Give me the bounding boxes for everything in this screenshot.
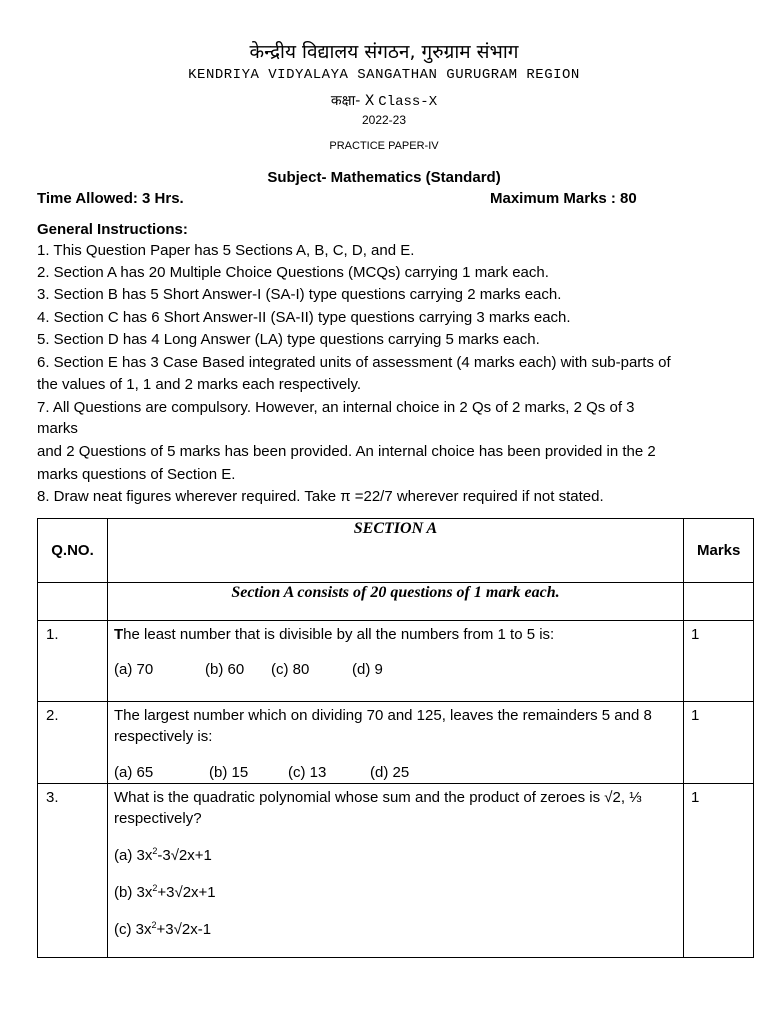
question-text: [114, 624, 683, 645]
instruction-line: the values of 1, 1 and 2 marks each respectively.: [37, 376, 362, 393]
instruction-line: 6. Section E has 3 Case Based integrated units of assessment (4 marks each) with sub-parts of: [37, 354, 671, 371]
option-part: +3√2x-1: [156, 921, 212, 938]
table-row: [38, 621, 754, 702]
question-text: What is the quadratic polynomial whose sum and the product of zeroes is √2, ⅓ respectively?: [114, 789, 642, 827]
option-part: (a) 3x: [114, 847, 153, 864]
instruction-line: 3. Section B has 5 Short Answer-I (SA-I) type questions carrying 2 marks each.: [37, 286, 562, 303]
class-english: Class-X: [378, 94, 438, 110]
marks-header: Marks: [684, 519, 754, 583]
instruction-line: 8. Draw neat figures wherever required. Take π =22/7 wherever required if not stated.: [37, 488, 604, 505]
time-allowed: Time Allowed: 3 Hrs.: [37, 190, 184, 207]
table-row: [38, 784, 754, 958]
option: (b) 15: [209, 764, 249, 781]
table-header-row: [38, 519, 754, 583]
option-part: -3√2x+1: [157, 847, 212, 864]
hindi-title: केन्द्रीय विद्यालय संगठन, गुरुग्राम संभाग: [249, 41, 519, 63]
question-marks: 1: [684, 621, 754, 702]
option-exponent: 2: [152, 846, 158, 856]
instruction-line: 2. Section A has 20 Multiple Choice Questions (MCQs) carrying 1 mark each.: [37, 264, 549, 281]
option: (c) 13: [288, 764, 327, 781]
option: (c) 80: [271, 661, 310, 678]
section-subtitle: Section A consists of 20 questions of 1 mark each.: [231, 584, 560, 601]
option: (a) 70: [114, 661, 154, 678]
question-number: 1.: [38, 621, 108, 702]
class-line: [0, 91, 768, 110]
instruction-line: marks questions of Section E.: [37, 466, 236, 483]
option-exponent: 2: [152, 883, 158, 893]
english-title: KENDRIYA VIDYALAYA SANGATHAN GURUGRAM REGION: [188, 67, 580, 83]
instructions-heading: General Instructions:: [37, 221, 188, 238]
question-body: [108, 784, 684, 958]
section-title-cell: [108, 519, 684, 583]
empty-cell: [38, 583, 108, 621]
section-subtitle-row: [38, 583, 754, 621]
academic-year: 2022-23: [361, 113, 407, 127]
instruction-line: 7. All Questions are compulsory. However, an internal choice in 2 Qs of 2 marks, 2 Qs of 3: [37, 399, 635, 416]
instruction-line: 5. Section D has 4 Long Answer (LA) type questions carrying 5 marks each.: [37, 331, 540, 348]
option: [114, 882, 683, 903]
instruction-line: and 2 Questions of 5 marks has been provided. An internal choice has been provided in the 2: [37, 443, 656, 460]
maximum-marks: Maximum Marks : 80: [490, 190, 637, 207]
table-row: [38, 702, 754, 784]
option-part: (b) 3x: [114, 884, 153, 901]
question-text-rest: he least number that is divisible by all the numbers from 1 to 5 is:: [123, 626, 555, 643]
option: (b) 60: [205, 661, 245, 678]
option: (d) 9: [352, 661, 383, 678]
option-part: +3√2x+1: [157, 884, 216, 901]
option-exponent: 2: [151, 920, 157, 930]
section-subtitle-cell: [108, 583, 684, 621]
instruction-line: marks: [37, 420, 78, 437]
question-initial: T: [114, 626, 124, 643]
question-body: [108, 621, 684, 702]
question-body: [108, 702, 684, 784]
empty-cell: [684, 583, 754, 621]
option-part: (c) 3x: [114, 921, 152, 938]
instruction-line: 4. Section C has 6 Short Answer-II (SA-II) type questions carrying 3 marks each.: [37, 309, 571, 326]
options-row: [114, 659, 683, 680]
option: [114, 845, 683, 866]
question-table: [37, 518, 754, 958]
instruction-line: 1. This Question Paper has 5 Sections A, B, C, D, and E.: [37, 242, 415, 259]
options-row: [114, 762, 683, 783]
question-text: The largest number which on dividing 70 and 125, leaves the remainders 5 and 8 respectively is:: [114, 707, 652, 745]
question-marks: 1: [684, 784, 754, 958]
question-marks: 1: [684, 702, 754, 784]
option: [114, 919, 683, 940]
option: (d) 25: [370, 764, 410, 781]
paper-title: PRACTICE PAPER-IV: [329, 140, 439, 152]
qno-header: Q.NO.: [38, 519, 108, 583]
question-number: 3.: [38, 784, 108, 958]
option: (a) 65: [114, 764, 154, 781]
section-title: SECTION A: [353, 520, 438, 537]
question-number: 2.: [38, 702, 108, 784]
subject-title: Subject- Mathematics (Standard): [267, 169, 501, 186]
class-hindi: कक्षा- X: [330, 93, 375, 109]
